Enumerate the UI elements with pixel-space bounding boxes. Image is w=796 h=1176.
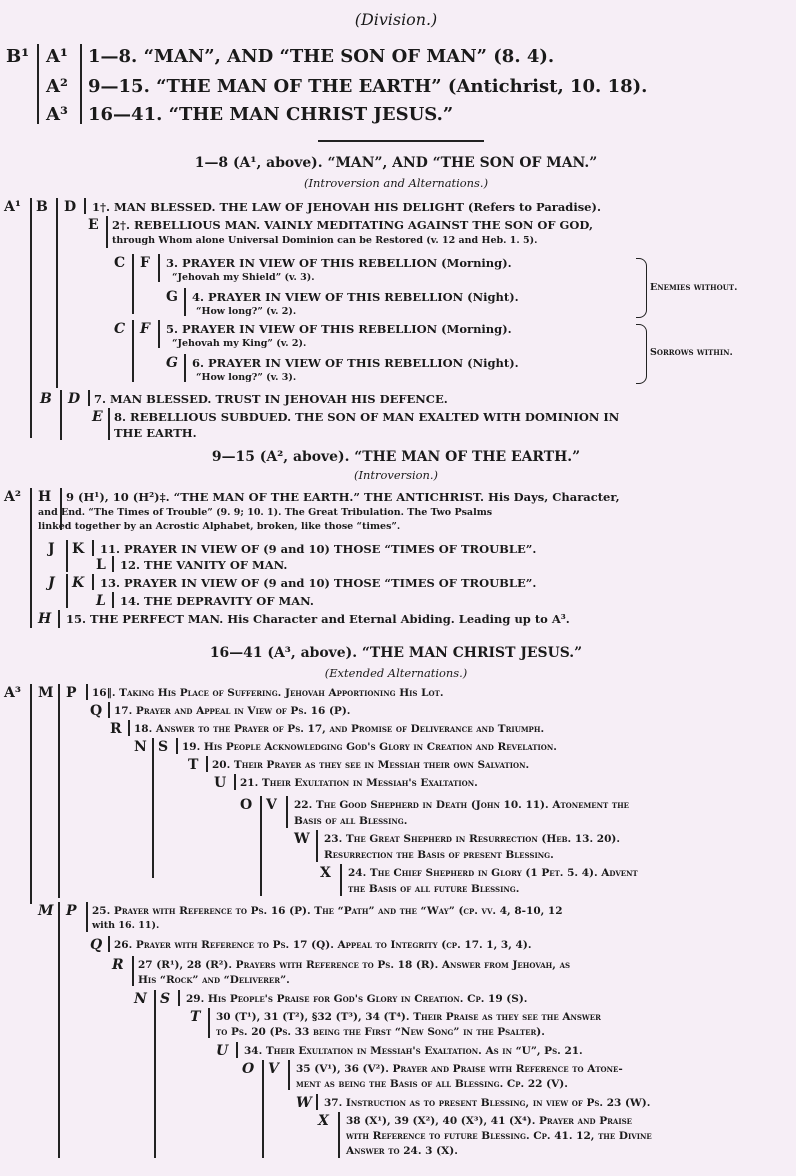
- s3-line-13: 25. Prayer with Reference to Ps. 16 (P). The “Path” and the “Way” (cp. vv. 4, 8-10, 12: [92, 905, 563, 917]
- s1-brace-2: [636, 324, 647, 384]
- division-a2-text: 9—15. “THE MAN OF THE EARTH” (Antichrist, 10. 18).: [88, 76, 648, 97]
- s3-letter-t: T: [188, 757, 199, 773]
- s2-bar-k2: [92, 574, 94, 590]
- s3-bar-v: [286, 796, 288, 828]
- s1-letter-d: D: [64, 199, 77, 215]
- s3-bar-s2: [178, 990, 180, 1006]
- s3-letter-p: P: [66, 685, 77, 701]
- s3-bar-u: [234, 774, 236, 790]
- s3-bar-q: [108, 702, 110, 718]
- s3-bar-v2: [288, 1060, 290, 1090]
- s1-bar-d2: [88, 390, 90, 406]
- s2-letter-h: H: [38, 489, 52, 505]
- s3-letter-v: V: [266, 797, 277, 813]
- s1-bar-d: [84, 198, 86, 214]
- s2-line-1: 9 (H¹), 10 (H²)‡. “THE MAN OF THE EARTH.” THE ANTICHRIST. His Days, Character,: [66, 490, 620, 504]
- division-a2-label: A²: [46, 76, 68, 97]
- s3-line-6: 21. Their Exultation in Messiah's Exaltation.: [240, 777, 478, 789]
- s1-bar-g1: [184, 288, 186, 316]
- s3-letter-w2: W: [296, 1095, 312, 1111]
- s1-brace-1: [636, 258, 647, 318]
- s1-line-8: 5. PRAYER IN VIEW OF THIS REBELLION (Morning).: [166, 322, 512, 336]
- s2-line-5: 12. THE VANITY OF MAN.: [120, 558, 288, 572]
- s1-subheading: (Introversion and Alternations.): [303, 176, 489, 190]
- s3-line-21: 34. Their Exultation in Messiah's Exaltation. As in “U”, Ps. 21.: [244, 1045, 583, 1057]
- s1-line-13: 8. REBELLIOUS SUBDUED. THE SON OF MAN EXALTED WITH DOMINION IN: [114, 410, 620, 424]
- s2-line-3: linked together by an Acrostic Alphabet, broken, like those “times”.: [38, 521, 401, 532]
- s1-line-1: 1†. MAN BLESSED. THE LAW OF JEHOVAH HIS DELIGHT (Refers to Paradise).: [92, 200, 601, 214]
- s3-line-14: with 16. 11).: [92, 920, 160, 931]
- s1-line-2: 2†. REBELLIOUS MAN. VAINLY MEDITATING AGAINST THE SON OF GOD,: [112, 218, 593, 232]
- s3-heading: 16—41 (A³, above). “THE MAN CHRIST JESUS.”: [209, 645, 583, 661]
- s2-letter-l1: L: [96, 557, 106, 573]
- s3-bar-q2: [108, 936, 110, 952]
- s1-bar-g2: [184, 354, 186, 382]
- division-a3-text: 16—41. “THE MAN CHRIST JESUS.”: [88, 104, 454, 125]
- s1-letter-g1: G: [166, 289, 178, 305]
- s1-line-7: “How long?” (v. 2).: [196, 306, 297, 317]
- s3-bar-t2: [208, 1008, 210, 1038]
- s3-letter-v2: V: [268, 1061, 279, 1077]
- s3-line-1: 16‖. Taking His Place of Suffering. Jehovah Apportioning His Lot.: [92, 687, 444, 699]
- s3-bar-w2: [316, 1094, 318, 1110]
- division-a1-label: A¹: [46, 46, 68, 67]
- s1-brace-label-2: Sorrows within.: [650, 347, 733, 358]
- s1-line-12: 7. MAN BLESSED. TRUST IN JEHOVAH HIS DEFENCE.: [94, 392, 448, 406]
- s3-bar-x2: [338, 1112, 340, 1158]
- s3-letter-p2: P: [66, 903, 77, 919]
- s1-letter-c1: C: [114, 255, 126, 271]
- s2-letter-k1: K: [72, 541, 85, 557]
- s1-line-3: through Whom alone Universal Dominion can be Restored (v. 12 and Heb. 1. 5).: [112, 235, 538, 246]
- s2-bar-k1: [92, 540, 94, 556]
- s1-bar-c2: [132, 320, 134, 382]
- s3-line-12: the Basis of all future Blessing.: [348, 883, 520, 895]
- s3-line-8: Basis of all Blessing.: [294, 815, 408, 827]
- s1-line-11: “How long?” (v. 3).: [196, 372, 297, 383]
- s2-bar-j1: [66, 540, 68, 572]
- s2-bar-j2: [66, 574, 68, 608]
- s1-bar-c1: [132, 254, 134, 314]
- s1-letter-b: B: [36, 199, 48, 215]
- s2-bar-a: [30, 488, 32, 628]
- s1-bar-e2: [108, 408, 110, 440]
- s3-bar-w: [316, 830, 318, 862]
- division-bar-2: [80, 44, 82, 124]
- s1-line-9: “Jehovah my King” (v. 2).: [172, 338, 307, 349]
- s2-line-8: 15. THE PERFECT MAN. His Character and Eternal Abiding. Leading up to A³.: [66, 612, 570, 626]
- s3-line-11: 24. The Chief Shepherd in Glory (1 Pet. 5. 4). Advent: [348, 867, 638, 879]
- s2-subheading: (Introversion.): [354, 468, 438, 482]
- s3-letter-q: Q: [90, 703, 103, 719]
- s3-letter-a3: A³: [4, 685, 21, 701]
- s3-line-22: 35 (V¹), 36 (V²). Prayer and Praise with Reference to Atone-: [296, 1063, 623, 1075]
- s2-letter-j2: J: [48, 575, 55, 591]
- s1-letter-e: E: [88, 217, 99, 233]
- s1-bar-a: [30, 198, 32, 438]
- s3-letter-m2: M: [38, 903, 54, 919]
- s1-heading: 1—8 (A¹, above). “MAN”, AND “THE SON OF MAN.”: [194, 155, 598, 171]
- s2-letter-h2: H: [38, 611, 52, 627]
- s1-line-14: THE EARTH.: [114, 426, 197, 440]
- division-a1-text: 1—8. “MAN”, AND “THE SON OF MAN” (8. 4).: [88, 46, 555, 67]
- s3-letter-s2: S: [160, 991, 171, 1007]
- s2-bar-l1: [112, 556, 114, 572]
- s1-bar-e: [106, 216, 108, 248]
- s1-letter-f1: F: [140, 255, 150, 271]
- s1-line-4: 3. PRAYER IN VIEW OF THIS REBELLION (Morning).: [166, 256, 512, 270]
- s1-letter-a1: A¹: [4, 199, 21, 215]
- s3-bar-m2: [58, 902, 60, 1158]
- s1-line-5: “Jehovah my Shield” (v. 3).: [172, 272, 315, 283]
- s2-heading: 9—15 (A², above). “THE MAN OF THE EARTH.”: [211, 449, 581, 465]
- s3-bar-n2: [154, 990, 156, 1158]
- s3-bar-r2: [132, 956, 134, 986]
- s2-letter-l2: L: [96, 593, 106, 609]
- s1-line-6: 4. PRAYER IN VIEW OF THIS REBELLION (Night).: [192, 290, 519, 304]
- s1-letter-e2: E: [92, 409, 103, 425]
- s3-bar-p: [86, 684, 88, 700]
- s1-brace-label-1: Enemies without.: [650, 282, 738, 293]
- s3-bar-x: [340, 864, 342, 896]
- s3-line-2: 17. Prayer and Appeal in View of Ps. 16 (P).: [114, 705, 351, 717]
- division-prefix: B¹: [6, 46, 30, 67]
- s3-bar-a: [30, 684, 32, 904]
- s3-letter-u: U: [214, 775, 227, 791]
- s3-bar-o: [260, 796, 262, 896]
- s3-letter-x: X: [320, 865, 331, 881]
- s3-line-27: Answer to 24. 3 (X).: [346, 1145, 458, 1157]
- division-bar: [37, 44, 39, 124]
- s1-bar-b2: [60, 390, 62, 440]
- division-a3-label: A³: [46, 104, 68, 125]
- s3-line-24: 37. Instruction as to present Blessing, in view of Ps. 23 (W).: [324, 1097, 651, 1109]
- s2-bar-h2: [58, 610, 60, 628]
- s1-letter-d2: D: [68, 391, 81, 407]
- s3-letter-w: W: [294, 831, 310, 847]
- s2-letter-k2: K: [72, 575, 85, 591]
- s3-bar-u2: [236, 1042, 238, 1058]
- s2-line-4: 11. PRAYER IN VIEW OF (9 and 10) THOSE “TIMES OF TROUBLE”.: [100, 542, 537, 556]
- s3-line-19: 30 (T¹), 31 (T²), §32 (T³), 34 (T⁴). Their Praise as they see the Answer: [216, 1011, 601, 1023]
- divider: [318, 140, 484, 142]
- s3-letter-o: O: [240, 797, 253, 813]
- s3-line-17: His “Rock” and “Deliverer”.: [138, 974, 290, 986]
- s3-line-18: 29. His People's Praise for God's Glory in Creation. Cp. 19 (S).: [186, 993, 528, 1005]
- s3-line-16: 27 (R¹), 28 (R²). Prayers with Reference to Ps. 18 (R). Answer from Jehovah, as: [138, 959, 571, 971]
- s3-letter-s: S: [158, 739, 169, 755]
- s3-letter-t2: T: [190, 1009, 201, 1025]
- s3-bar-p2: [86, 902, 88, 932]
- s3-line-5: 20. Their Prayer as they see in Messiah their own Salvation.: [212, 759, 530, 771]
- s3-letter-r: R: [110, 721, 122, 737]
- s3-line-7: 22. The Good Shepherd in Death (John 10. 11). Atonement the: [294, 799, 630, 811]
- s2-line-2: and End. “The Times of Trouble” (9. 9; 10. 1). The Great Tribulation. The Two Psalms: [38, 507, 493, 518]
- page-title: (Division.): [354, 10, 438, 29]
- s3-bar-r: [128, 720, 130, 736]
- s3-letter-m: M: [38, 685, 54, 701]
- s3-line-9: 23. The Great Shepherd in Resurrection (Heb. 13. 20).: [324, 833, 620, 845]
- s3-line-23: ment as being the Basis of all Blessing. Cp. 22 (V).: [296, 1078, 568, 1090]
- s3-bar-n: [152, 738, 154, 878]
- s3-line-15: 26. Prayer with Reference to Ps. 17 (Q). Appeal to Integrity (cp. 17. 1, 3, 4).: [114, 939, 532, 951]
- s2-line-7: 14. THE DEPRAVITY OF MAN.: [120, 594, 314, 608]
- s3-bar-o2: [262, 1060, 264, 1158]
- s3-letter-n2: N: [134, 991, 147, 1007]
- s2-letter-a2: A²: [4, 489, 21, 505]
- s3-letter-x2: X: [318, 1113, 329, 1129]
- s3-line-4: 19. His People Acknowledging God's Glory in Creation and Revelation.: [182, 741, 557, 753]
- s1-letter-b2: B: [40, 391, 52, 407]
- s3-letter-u2: U: [216, 1043, 229, 1059]
- s3-line-25: 38 (X¹), 39 (X²), 40 (X³), 41 (X⁴). Prayer and Praise: [346, 1115, 633, 1127]
- s1-letter-f2: F: [140, 321, 150, 337]
- s2-line-6: 13. PRAYER IN VIEW OF (9 and 10) THOSE “TIMES OF TROUBLE”.: [100, 576, 537, 590]
- s3-letter-o2: O: [242, 1061, 255, 1077]
- s3-line-3: 18. Answer to the Prayer of Ps. 17, and Promise of Deliverance and Triumph.: [134, 723, 545, 735]
- s1-letter-g2: G: [166, 355, 178, 371]
- s1-bar-f2: [158, 320, 160, 348]
- s3-line-26: with Reference to future Blessing. Cp. 41. 12, the Divine: [346, 1130, 652, 1142]
- s1-letter-c2: C: [114, 321, 126, 337]
- s1-bar-b: [56, 198, 58, 388]
- s3-letter-n: N: [134, 739, 147, 755]
- s3-bar-m: [58, 684, 60, 898]
- s3-line-10: Resurrection the Basis of present Blessing.: [324, 849, 554, 861]
- s3-letter-q2: Q: [90, 937, 103, 953]
- s2-bar-l2: [112, 592, 114, 608]
- s3-bar-t: [206, 756, 208, 772]
- s1-bar-f1: [158, 254, 160, 282]
- s3-letter-r2: R: [112, 957, 124, 973]
- s2-letter-j1: J: [48, 541, 55, 557]
- s1-line-10: 6. PRAYER IN VIEW OF THIS REBELLION (Night).: [192, 356, 519, 370]
- s3-line-20: to Ps. 20 (Ps. 33 being the First “New Song” in the Psalter).: [216, 1026, 545, 1038]
- s3-subheading: (Extended Alternations.): [324, 666, 468, 680]
- s3-bar-s: [176, 738, 178, 754]
